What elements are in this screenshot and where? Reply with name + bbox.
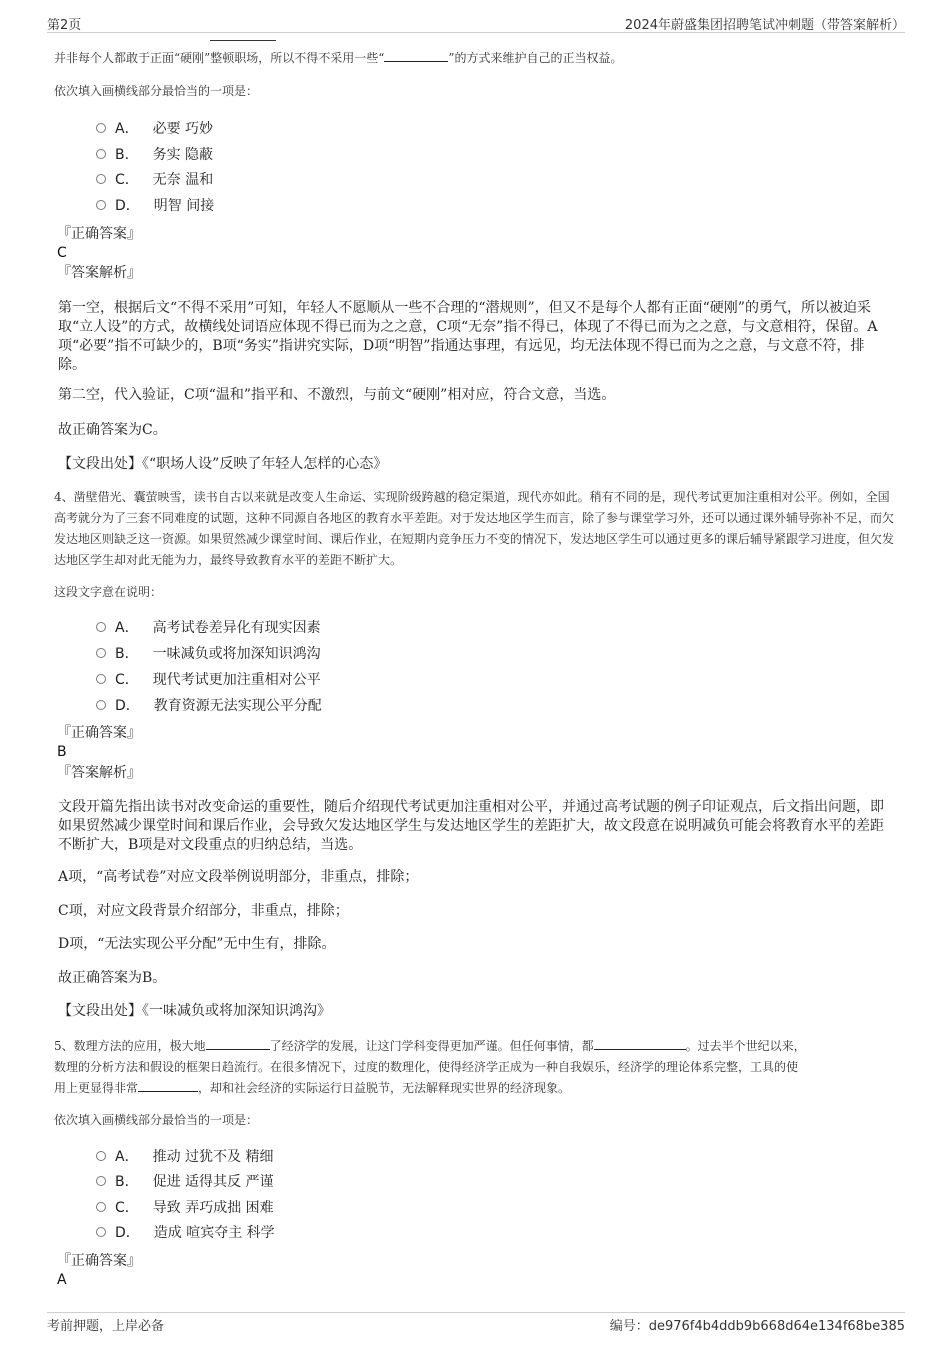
page-header (47, 12, 905, 33)
document-id: 编号：de976f4b4ddb9b668d64e134f68be385 (609, 1319, 905, 1334)
footer-slogan: 考前押题，上岸必备 (47, 1319, 165, 1334)
header-underline (210, 40, 276, 41)
q3-analysis-p2: 第二空，代入验证，C项“温和”指平和、不激烈，与前文“硬刚”相对应，符合文意，当选。 (58, 387, 616, 403)
radio-icon[interactable] (96, 149, 106, 159)
q4-analysis-p5: 故正确答案为B。 (58, 970, 167, 986)
q3-analysis-p3: 故正确答案为C。 (58, 422, 167, 438)
page-number: 第2页 (47, 18, 82, 33)
q5-prompt: 依次填入画横线部分最恰当的一项是： (54, 1113, 259, 1127)
q4-analysis-p3: C项，对应文段背景介绍部分，非重点，排除； (58, 903, 349, 919)
q4-option-d[interactable]: D． 教育资源无法实现公平分配 (96, 696, 322, 716)
fill-blank (206, 1037, 270, 1050)
q5-option-d[interactable]: D． 造成 喧宾夺主 科学 (96, 1223, 275, 1243)
q4-analysis-p4: D项，“无法实现公平分配”无中生有，排除。 (58, 936, 336, 952)
fill-blank (384, 49, 448, 62)
q5-stem: 5、数理方法的应用，极大地 了经济学的发展，让这门学科变得更加严谨。但任何事情，都 。过去半个世纪以来， 数理的分析方法和假设的框架日趋流行。在很多情况下，过度的数理化，使得经济学正成为一种自我娱乐，经济学的理论体系完整，工具的使 用上更显得非常 ，却和社会经济的实际运行日益脱节，无法解释现实世界的经济现象。 (54, 1039, 806, 1095)
q3-option-b[interactable]: B． 务实 隐蔽 (96, 145, 213, 165)
document-title: 2024年蔚盛集团招聘笔试冲刺题（带答案解析） (624, 18, 905, 33)
q3-analysis-label: 『答案解析』 (57, 265, 141, 281)
fill-blank (594, 1037, 686, 1050)
q4-analysis-p1: 文段开篇先指出读书对改变命运的重要性，随后介绍现代考试更加注重相对公平，并通过高考试题的例子印证观点，后文指出问题，即如果贸然减少课堂时间和课后作业，会导致欠发达地区学生与发达地区学生的差距扩大，故文段意在说明减负可能会将教育水平的差距不断扩大，B项是对文段重点的归纳总结，当选。 (58, 799, 884, 853)
radio-icon[interactable] (96, 1202, 106, 1212)
q4-option-c[interactable]: C． 现代考试更加注重相对公平 (96, 670, 321, 690)
q4-analysis-label: 『答案解析』 (57, 765, 141, 781)
radio-icon[interactable] (96, 622, 106, 632)
radio-icon[interactable] (96, 174, 106, 184)
q5-answer-label: 『正确答案』 (57, 1253, 141, 1269)
q4-answer: B (57, 744, 67, 760)
q3-option-a[interactable]: A． 必要 巧妙 (96, 119, 213, 139)
q4-option-a[interactable]: A． 高考试卷差异化有现实因素 (96, 618, 321, 638)
radio-icon[interactable] (96, 700, 106, 710)
radio-icon[interactable] (96, 1227, 106, 1237)
q3-source: 【文段出处】《“职场人设”反映了年轻人怎样的心态》 (58, 456, 388, 472)
q4-prompt: 这段文字意在说明： (54, 585, 163, 599)
q3-option-d[interactable]: D． 明智 间接 (96, 196, 214, 216)
q5-option-a[interactable]: A． 推动 过犹不及 精细 (96, 1147, 273, 1167)
q3-option-c[interactable]: C． 无奈 温和 (96, 170, 213, 190)
fill-blank (138, 1079, 198, 1092)
q5-answer: A (57, 1272, 67, 1288)
q4-source: 【文段出处】《一味减负或将加深知识鸿沟》 (58, 1003, 331, 1019)
q3-answer: C (57, 245, 67, 261)
radio-icon[interactable] (96, 648, 106, 658)
q4-stem: 4、凿壁借光、囊萤映雪，读书自古以来就是改变人生命运、实现阶级跨越的稳定渠道，现代亦如此。稍有不同的是，现代考试更加注重相对公平。例如，全国高考就分为了三套不同难度的试题，这种不同源自各地区的教育水平差距。对于发达地区学生而言，除了参与课堂学习外，还可以通过课外辅导弥补不足，而欠发达地区则缺乏这一资源。如果贸然减少课堂时间、课后作业，在短期内竞争压力不变的情况下，发达地区学生可以通过更多的课后辅导紧跟学习进度，但欠发达地区学生却对此无能为力，最终导致教育水平的差距不断扩大。 (54, 490, 895, 567)
radio-icon[interactable] (96, 674, 106, 684)
q3-analysis-p1: 第一空，根据后文“不得不采用”可知，年轻人不愿顺从一些不合理的“潜规则”，但又不是每个人都有正面“硬刚”的勇气，所以被迫采取“立人设”的方式，故横线处词语应体现不得已而为之之意，C项“无奈”指不得已，体现了不得已而为之之意，与文意相符，保留。A项“必要”指不可缺少的，B项“务实”指讲究实际，D项“明智”指通达事理，有远见，均无法体现不得已而为之之意，与文意不符，排除。 (58, 300, 878, 373)
q4-answer-label: 『正确答案』 (57, 725, 141, 741)
page-footer (47, 1312, 905, 1333)
radio-icon[interactable] (96, 123, 106, 133)
radio-icon[interactable] (96, 1151, 106, 1161)
q5-option-c[interactable]: C． 导致 弄巧成拙 困难 (96, 1198, 274, 1218)
q3-prompt: 依次填入画横线部分最恰当的一项是： (54, 84, 259, 98)
q3-answer-label: 『正确答案』 (57, 226, 141, 242)
radio-icon[interactable] (96, 1176, 106, 1186)
q5-option-b[interactable]: B． 促进 适得其反 严谨 (96, 1172, 274, 1192)
q4-analysis-p2: A项，“高考试卷”对应文段举例说明部分，非重点，排除； (58, 869, 419, 885)
q4-option-b[interactable]: B． 一味减负或将加深知识鸿沟 (96, 644, 321, 664)
q3-stem: 并非每个人都敢于正面“硬刚”整顿职场，所以不得不采用一些“ ”的方式来维护自己的正当权益。 (54, 51, 623, 65)
radio-icon[interactable] (96, 200, 106, 210)
